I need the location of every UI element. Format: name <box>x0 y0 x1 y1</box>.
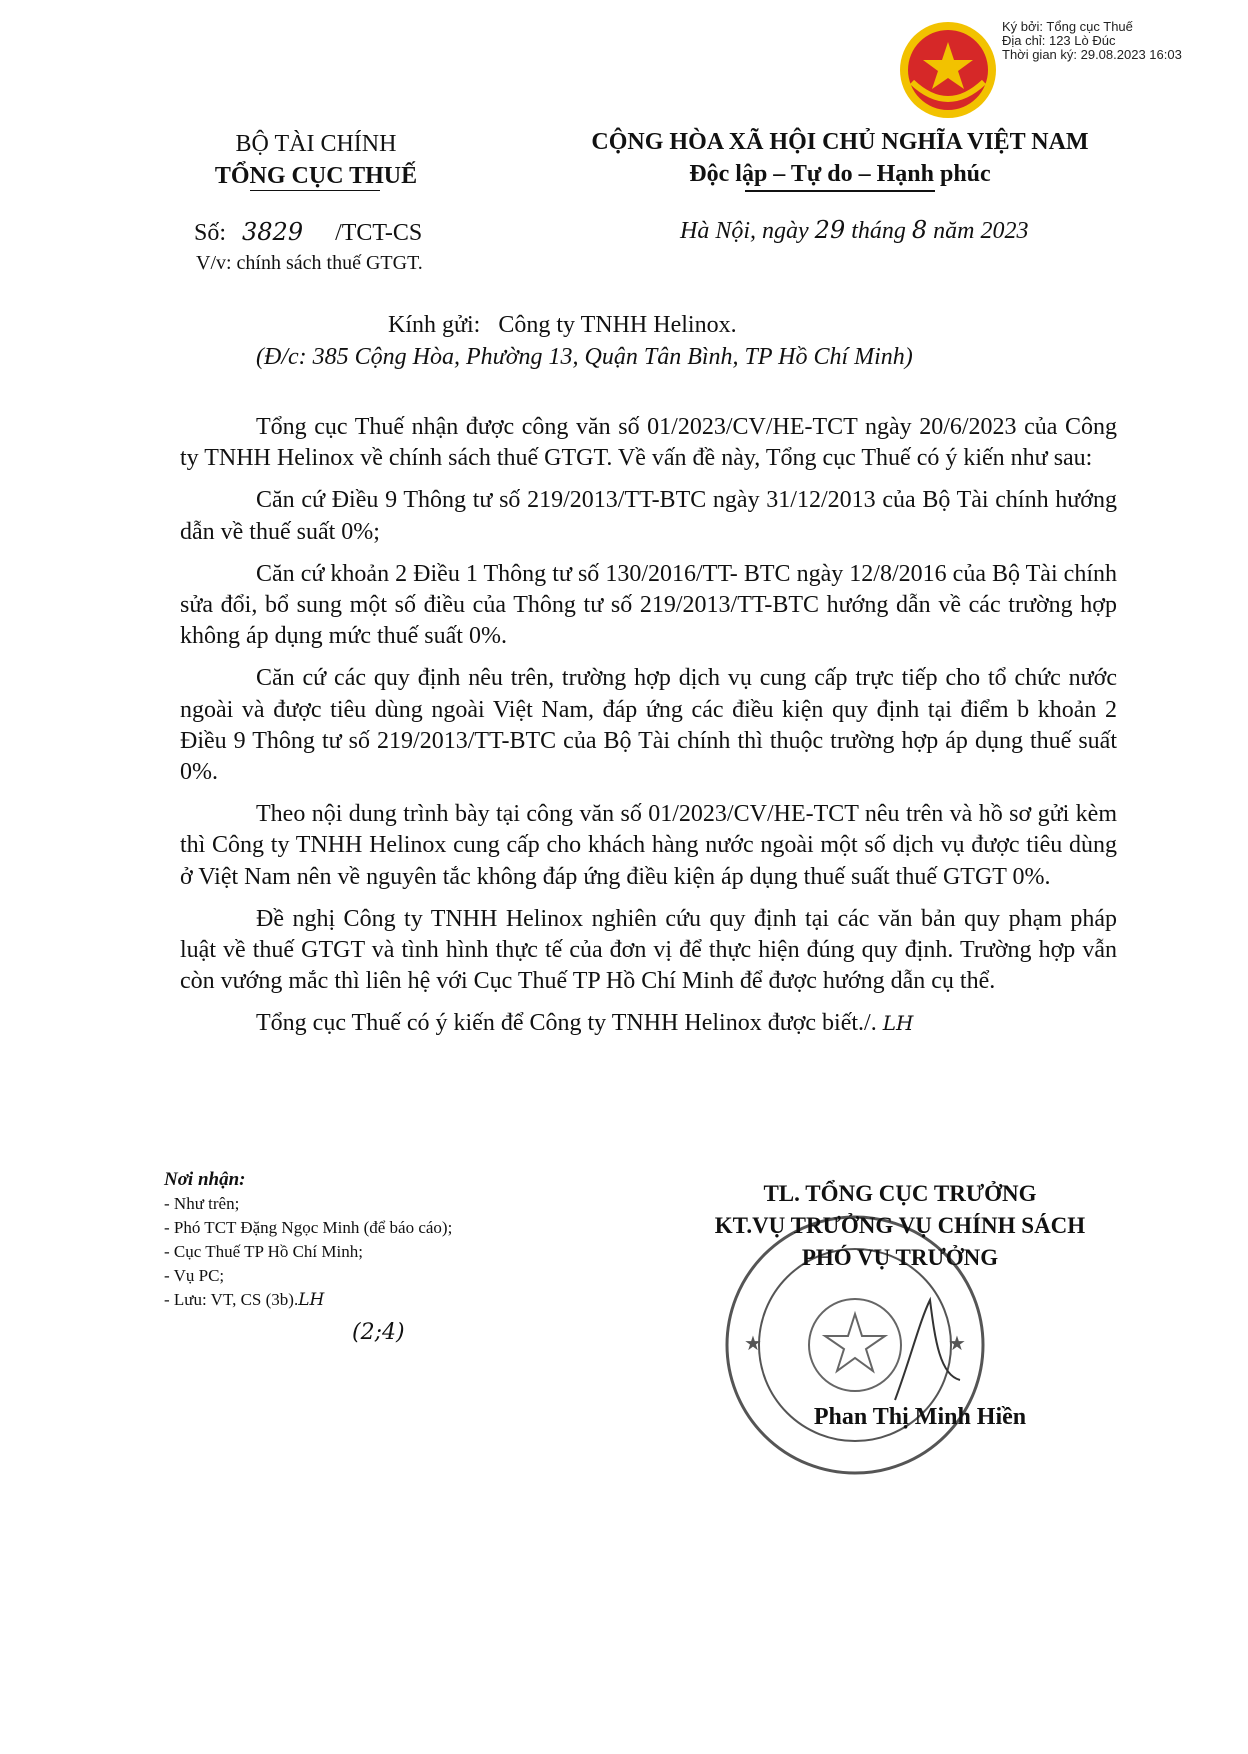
issuer-underline <box>250 190 380 191</box>
body-paragraph: Đề nghị Công ty TNHH Helinox nghiên cứu quy định tại các văn bản quy phạm pháp luật về thuế GTGT và tình hình thực tế của đơn vị để thực hiện đúng quy định. Trường hợp vẫn còn vướng mắc thì liên hệ với Cục Thuế TP Hồ Chí Minh để được hướng dẫn cụ thể. <box>180 905 1117 995</box>
recipients-initials: LH <box>298 1290 325 1310</box>
date-month-label: tháng <box>851 218 906 244</box>
national-heading <box>520 126 1160 190</box>
document-subject: V/v: chính sách thuế GTGT. <box>196 252 423 274</box>
signer-title-2: KT.VỤ TRƯỞNG VỤ CHÍNH SÁCH <box>714 1213 1086 1238</box>
recipient-item: - Phó TCT Đặng Ngọc Minh (để báo cáo); <box>164 1218 453 1237</box>
recipient-address: (Đ/c: 385 Cộng Hòa, Phường 13, Quận Tân Bình, TP Hồ Chí Minh) <box>256 344 913 370</box>
signature-address: Địa chỉ: 123 Lò Đúc <box>1002 33 1116 48</box>
document-number-label: Số: <box>194 220 227 246</box>
copy-count: (2;4) <box>352 1320 405 1345</box>
document-number-value: 3829 <box>242 218 304 246</box>
letter-body <box>180 412 1117 1051</box>
body-paragraph: Căn cứ các quy định nêu trên, trường hợp dịch vụ cung cấp trực tiếp cho tổ chức nước ngoài và được tiêu dùng ngoài Việt Nam, đáp ứng các điều kiện quy định tại điểm b khoản 2 Điều 9 Thông tư số 219/2013/TT-BTC của Bộ Tài chính thì thuộc trường hợp áp dụng thuế suất 0%. <box>180 665 1117 786</box>
closing-paragraph <box>180 1008 1117 1039</box>
document-number <box>194 218 422 247</box>
svg-text:★: ★ <box>948 1331 966 1355</box>
signature-time: Thời gian ký: 29.08.2023 16:03 <box>1002 47 1182 62</box>
date-year: năm 2023 <box>933 218 1029 244</box>
recipient-item-text: - Lưu: VT, CS (3b). <box>164 1290 299 1309</box>
motto-underline <box>745 190 935 192</box>
closing-text: Tổng cục Thuế có ý kiến để Công ty TNHH Helinox được biết./. <box>256 1010 877 1037</box>
svg-text:★: ★ <box>744 1331 762 1355</box>
date-prefix: Hà Nội, ngày <box>680 218 809 244</box>
signer-title-1: TL. TỔNG CỤC TRƯỞNG <box>763 1181 1037 1206</box>
ministry-name: BỘ TÀI CHÍNH <box>235 131 397 157</box>
recipient-item: - Cục Thuế TP Hồ Chí Minh; <box>164 1242 363 1261</box>
signer-name: Phan Thị Minh Hiền <box>813 1404 1027 1430</box>
signer-title-3: PHÓ VỤ TRƯỞNG <box>801 1245 999 1270</box>
nation-name: CỘNG HÒA XÃ HỘI CHỦ NGHĨA VIỆT NAM <box>591 129 1089 155</box>
recipients-list <box>164 1168 452 1312</box>
department-name: TỔNG CỤC THUẾ <box>214 163 418 189</box>
recipient-item <box>164 1288 452 1312</box>
issuer-block <box>178 128 454 192</box>
recipient-item: - Như trên; <box>164 1194 240 1213</box>
national-motto: Độc lập – Tự do – Hạnh phúc <box>689 161 991 187</box>
recipient-line: Kính gửi: Công ty TNHH Helinox. <box>388 312 737 338</box>
date-line <box>680 216 1029 245</box>
recipient-item: - Vụ PC; <box>164 1266 225 1285</box>
closing-initials: LH <box>882 1011 914 1036</box>
date-day: 29 <box>814 216 846 244</box>
digital-signature-info <box>1002 20 1182 62</box>
tax-emblem-icon <box>898 20 998 120</box>
signer-block <box>660 1178 1140 1274</box>
document-number-suffix: /TCT-CS <box>335 220 423 246</box>
body-paragraph: Căn cứ Điều 9 Thông tư số 219/2013/TT-BTC ngày 31/12/2013 của Bộ Tài chính hướng dẫn về thuế suất 0%; <box>180 487 1117 545</box>
body-paragraph: Theo nội dung trình bày tại công văn số 01/2023/CV/HE-TCT nêu trên và hồ sơ gửi kèm thì Công ty TNHH Helinox cung cấp cho khách hàng nước ngoài một số dịch vụ được tiêu dùng ở Việt Nam nên về nguyên tắc không đáp ứng điều kiện áp dụng thuế suất thuế GTGT 0%. <box>180 801 1117 890</box>
recipients-title: Nơi nhận: <box>164 1169 246 1190</box>
body-paragraph: Tổng cục Thuế nhận được công văn số 01/2023/CV/HE-TCT ngày 20/6/2023 của Công ty TNHH Helinox về chính sách thuế GTGT. Về vấn đề này, Tổng cục Thuế có ý kiến như sau: <box>180 414 1117 472</box>
body-paragraph: Căn cứ khoản 2 Điều 1 Thông tư số 130/2016/TT- BTC ngày 12/8/2016 của Bộ Tài chính sửa đổi, bổ sung một số điều của Thông tư số 219/2013/TT-BTC hướng dẫn về các trường hợp không áp dụng mức thuế suất 0%. <box>180 560 1117 650</box>
date-month: 8 <box>911 216 928 244</box>
signature-signer: Ký bởi: Tổng cục Thuế <box>1002 19 1133 34</box>
